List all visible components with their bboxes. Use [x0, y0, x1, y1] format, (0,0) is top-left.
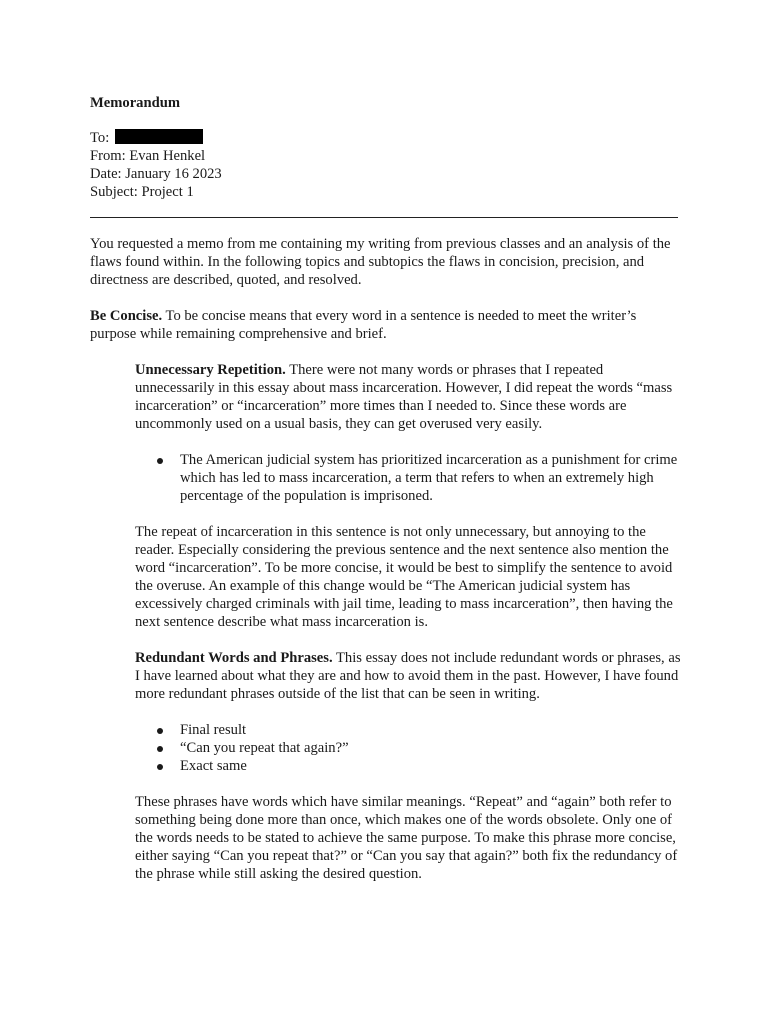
redundant-words-paragraph	[135, 649, 683, 703]
redundant-phrase-text: Exact same	[180, 758, 247, 774]
from-line: From: Evan Henkel	[90, 148, 206, 164]
redundant-words-text: This essay does not include redundant words or phrases, as I have learned about what they are and how to avoid them in the past. However, I have found more redundant phrases outside of the list that can be seen in writing.	[135, 650, 681, 702]
to-label: To:	[90, 130, 110, 146]
unnecessary-repetition-heading: Unnecessary Repetition.	[135, 362, 286, 378]
list-item	[135, 757, 680, 775]
redundant-phrase-text: “Can you repeat that again?”	[180, 740, 349, 756]
list-item	[135, 451, 680, 505]
redundant-analysis-paragraph: These phrases have words which have similar meanings. “Repeat” and “again” both refer to something being done more than once, which makes one of the words obsolete. Only one of the words needs to be stated to achieve the same purpose. To make this phrase more concise, either saying “Can you repeat that?” or “Can you say that again?” both fix the redundancy of the phrase while still asking the desired question.	[135, 794, 678, 882]
repetition-example-list	[90, 451, 680, 505]
subject-line: Subject: Project 1	[90, 184, 194, 200]
be-concise-heading: Be Concise.	[90, 308, 163, 324]
memo-page	[90, 94, 680, 883]
repetition-example-text: The American judicial system has prioritized incarceration as a punishment for crime which has led to mass incarceration, a term that refers to when an extremely high percentage of the population is imprisoned.	[180, 452, 678, 504]
be-concise-paragraph	[90, 307, 680, 343]
to-line	[90, 129, 680, 147]
list-item	[135, 739, 680, 757]
date-line: Date: January 16 2023	[90, 166, 222, 182]
list-item	[135, 721, 680, 739]
redacted-recipient	[115, 129, 203, 144]
repetition-analysis-paragraph: The repeat of incarceration in this sentence is not only unnecessary, but annoying to the reader. Especially considering the previous sentence and the next sentence also mention the word “incarceration”. To be more concise, it would be best to simplify the sentence to avoid the overuse. An example of this change would be “The American judicial system has excessively charged criminals with jail time, leading to mass incarceration”, then having the next sentence describe what mass incarceration is.	[135, 524, 673, 630]
be-concise-text: To be concise means that every word in a sentence is needed to meet the writer’s purpose while remaining comprehensive and brief.	[90, 308, 637, 342]
intro-paragraph: You requested a memo from me containing my writing from previous classes and an analysis of the flaws found within. In the following topics and subtopics the flaws in concision, precision, and directness are described, quoted, and resolved.	[90, 236, 671, 288]
bullet-icon	[157, 746, 163, 752]
bullet-icon	[157, 728, 163, 734]
unnecessary-repetition-paragraph	[135, 361, 683, 433]
memo-title: Memorandum	[90, 95, 180, 111]
memo-header	[90, 129, 680, 201]
redundant-words-heading: Redundant Words and Phrases.	[135, 650, 333, 666]
header-divider	[90, 217, 678, 218]
bullet-icon	[157, 764, 163, 770]
bullet-icon	[157, 458, 163, 464]
unnecessary-repetition-text: There were not many words or phrases that I repeated unnecessarily in this essay about mass incarceration. However, I did repeat the words “mass incarceration” or “incarceration” more times than I needed to. Since these words are uncommonly used on a usual basis, they can get overused very easily.	[135, 362, 673, 432]
redundant-phrases-list	[90, 721, 680, 775]
redundant-phrase-text: Final result	[180, 722, 247, 738]
